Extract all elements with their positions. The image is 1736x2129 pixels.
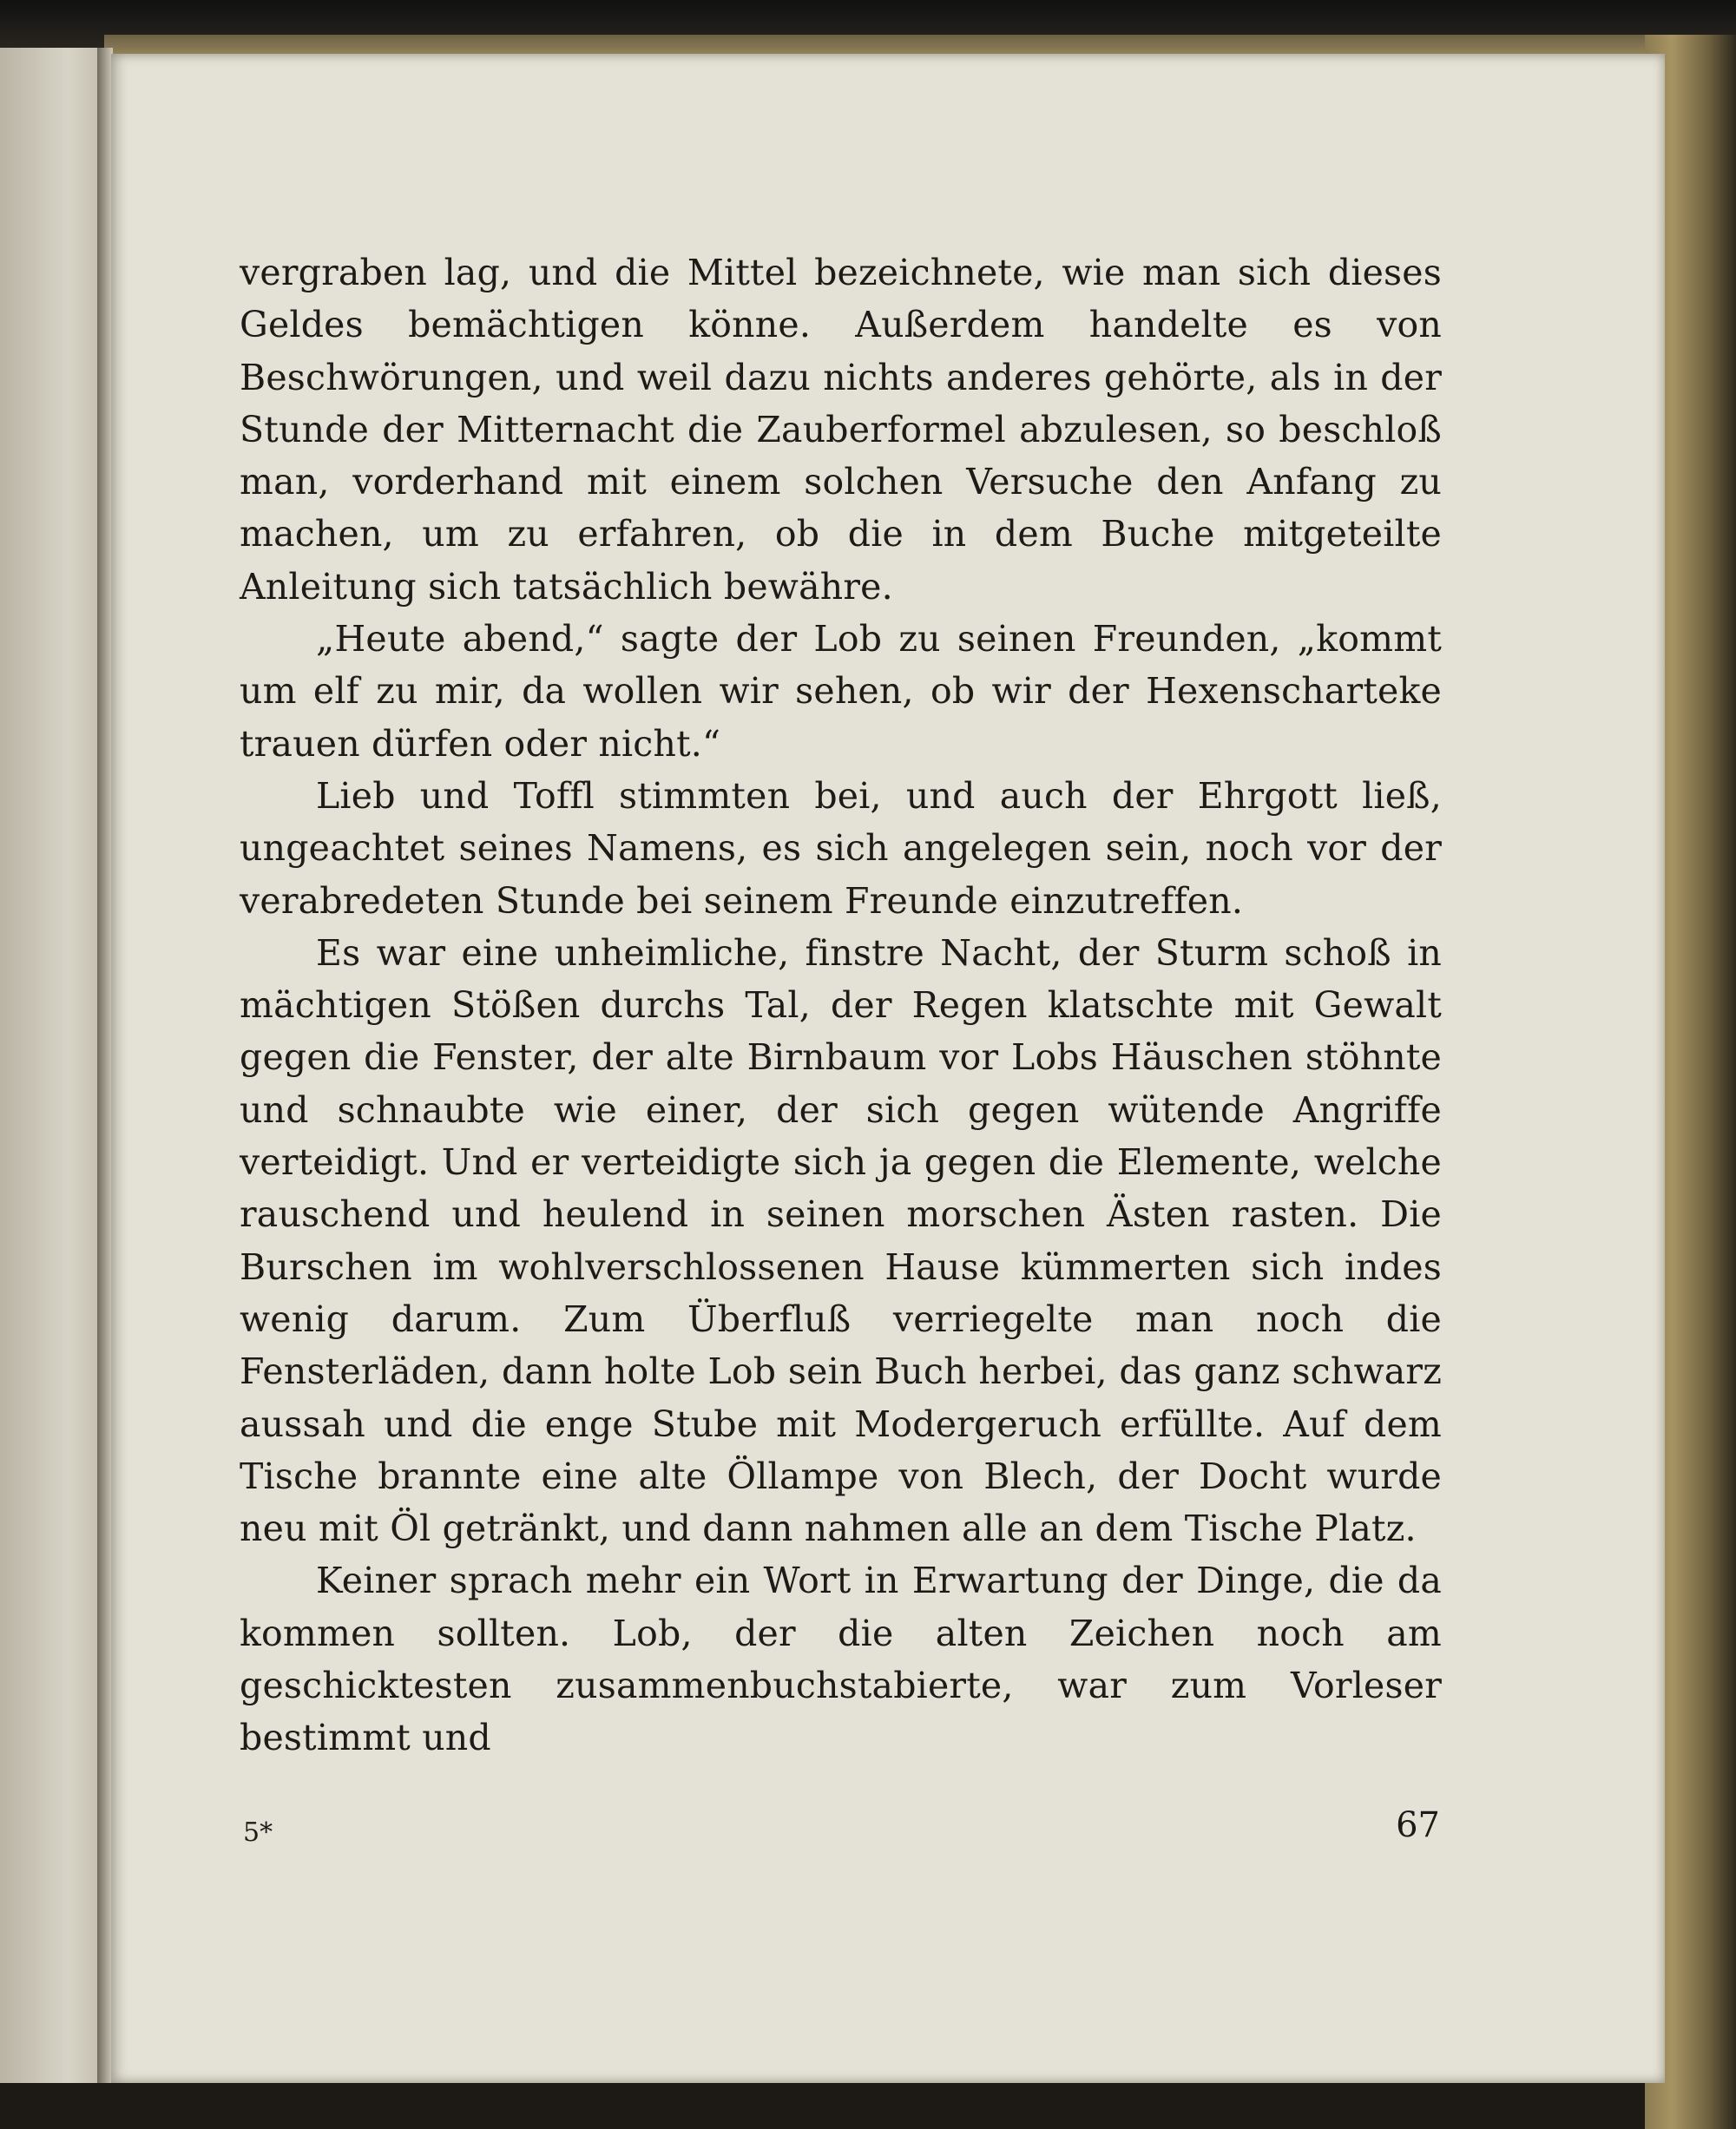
- signature-mark: 5*: [243, 1817, 273, 1848]
- paragraph-2: „Heute abend,“ sagte der Lob zu seinen Freunden, „kommt um elf zu mir, da wollen wir sehen, ob wir der Hexenscharteke trauen dürfen oder nicht.“: [240, 618, 1442, 765]
- page-footer: [240, 1802, 1442, 1854]
- book-page: [111, 54, 1665, 2083]
- body-text: [240, 246, 1442, 1764]
- page-number: 67: [1396, 1805, 1440, 1845]
- paragraph-5: Keiner sprach mehr ein Wort in Erwartung der Dinge, die da kommen sollten. Lob, der die alten Zeichen noch am geschicktesten zusammenbuchstabierte, war zum Vorleser bestimmt und: [240, 1560, 1442, 1759]
- paragraph-1: vergraben lag, und die Mittel bezeichnete, wie man sich dieses Geldes bemächtigen könne. Außerdem handelte es von Beschwörungen, und weil dazu nichts anderes gehörte, als in der Stunde der Mitternacht die Zauberformel abzulesen, so beschloß man, vorderhand mit einem solchen Versuche den Anfang zu machen, um zu erfahren, ob die in dem Buche mitgeteilte Anleitung sich tatsächlich bewähre.: [240, 252, 1442, 608]
- facing-page-edge: [0, 48, 99, 2083]
- paragraph-3: Lieb und Toffl stimmten bei, und auch der Ehrgott ließ, ungeachtet seines Namens, es sich angelegen sein, noch vor der verabredeten Stunde bei seinem Freunde einzutreffen.: [240, 774, 1442, 922]
- paragraph-4: Es war eine unheimliche, finstre Nacht, der Sturm schoß in mächtigen Stößen durchs Tal, der Regen klatschte mit Gewalt gegen die Fenster, der alte Birnbaum vor Lobs Häuschen stöhnte und schnaubte wie einer, der sich gegen wütende Angriffe verteidigt. Und er verteidigte sich ja gegen die Elemente, welche rauschend und heulend in seinen morschen Ästen rasten. Die Burschen im wohlverschlossenen Hause kümmerten sich indes wenig darum. Zum Überfluß verriegelte man noch die Fensterläden, dann holte Lob sein Buch herbei, das ganz schwarz aussah und die enge Stube mit Modergeruch erfüllte. Auf dem Tische brannte eine alte Öllampe von Blech, der Docht wurde neu mit Öl getränkt, und dann nahmen alle an dem Tische Platz.: [240, 931, 1442, 1550]
